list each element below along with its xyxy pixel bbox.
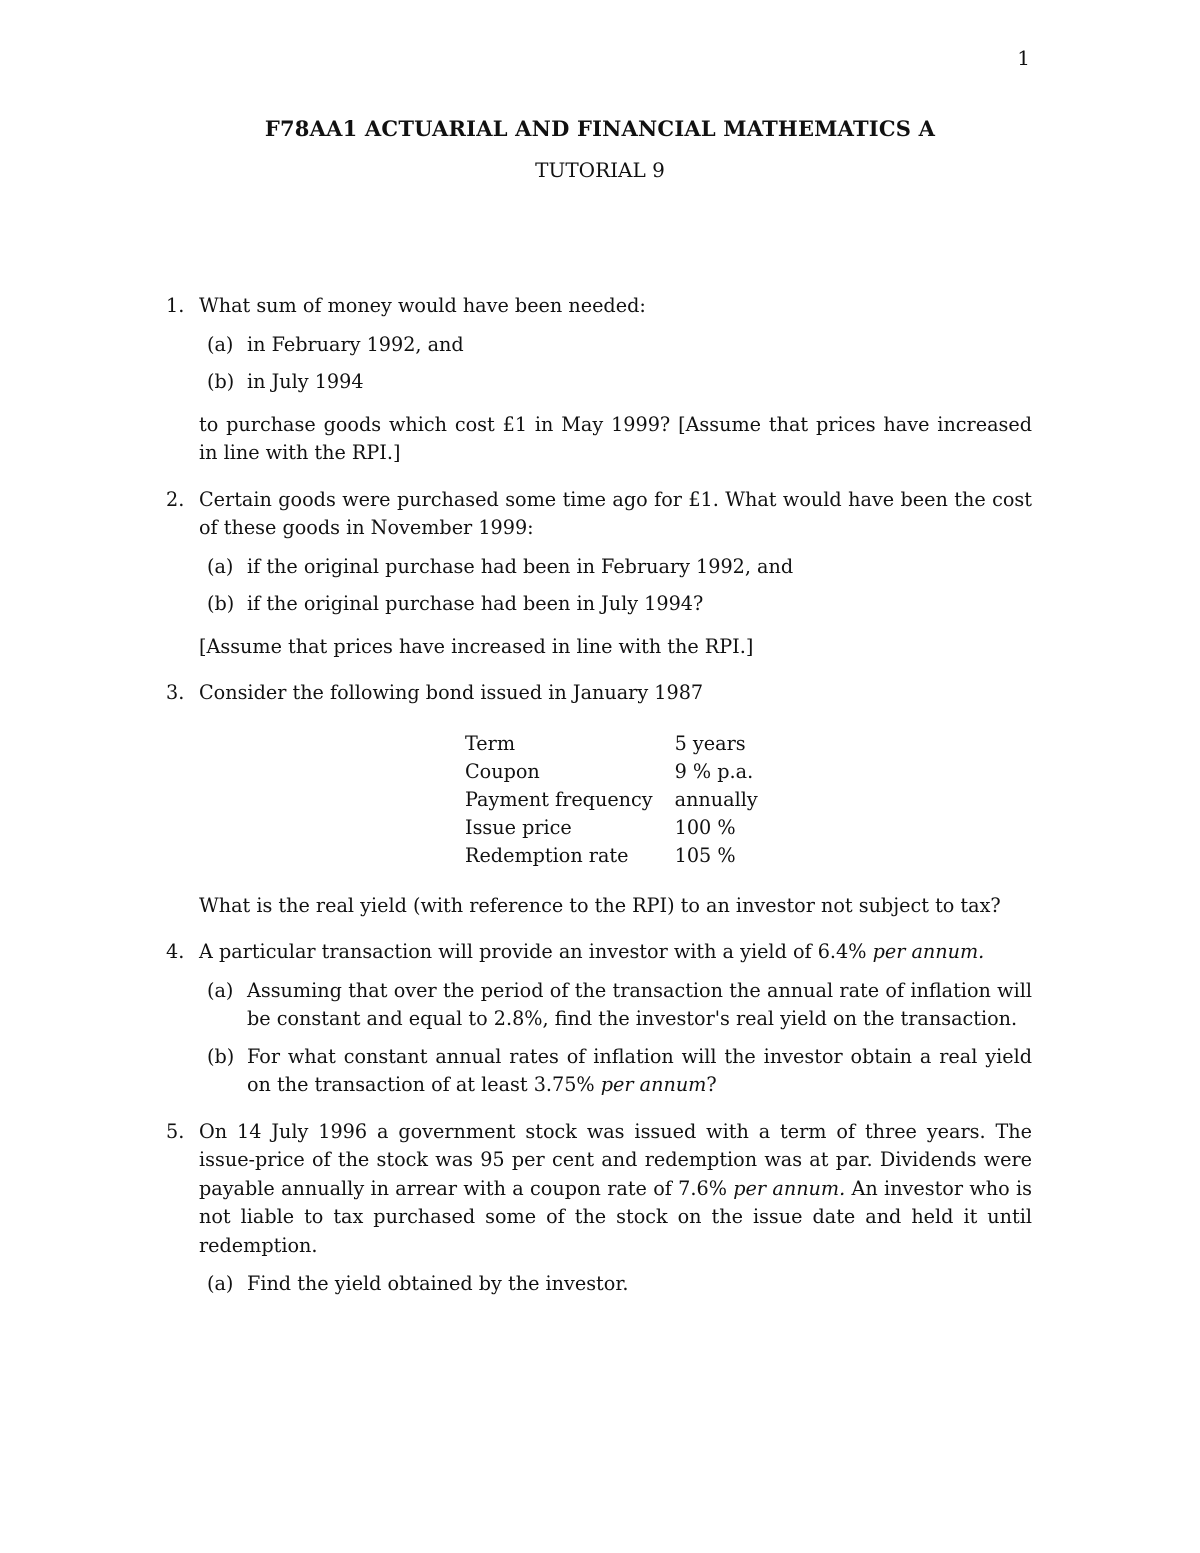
sub-question-list [199, 977, 1032, 1100]
question-stem [199, 938, 1032, 967]
sub-question-list [199, 331, 1032, 397]
sub-question-label: (b) [207, 370, 235, 393]
question-number: 4. [166, 940, 185, 963]
question-number: 3. [166, 681, 185, 704]
sub-question-b [199, 590, 1032, 619]
bond-redemption-value: 105 % [674, 843, 736, 867]
table-row [465, 814, 780, 842]
sub-question-label: (b) [207, 592, 235, 615]
bond-term-label: Term [465, 731, 516, 755]
sub-question-b [199, 1043, 1032, 1100]
sub-question-a [199, 977, 1032, 1034]
sub-question-label: (a) [207, 1272, 234, 1295]
table-row [465, 786, 780, 814]
question-tail: What is the real yield (with reference to the RPI) to an investor not subject to tax? [199, 893, 1001, 917]
table-row [465, 842, 780, 870]
sub-question-list [199, 553, 1032, 619]
bond-details-table [465, 730, 780, 870]
sub-question-emphasis: per annum [600, 1073, 707, 1096]
question-stem: Consider the following bond issued in January 1987 [199, 681, 704, 704]
bond-issue-price-label: Issue price [465, 815, 572, 839]
question-stem-emphasis: per annum. [733, 1176, 846, 1200]
question-stem-text: On 14 July 1996 a government stock was issued with a term of three years. The issue-price of the stock was 95 per cent and redemption was at par. Dividends were payable annually in arrear with a coupon rate of 7.6% [199, 1119, 1032, 1200]
question-number: 5. [166, 1119, 185, 1143]
question-stem-continuation: An investor who is not liable to tax purchased some of the stock on the issue date and held it until redemption. [199, 1176, 1032, 1257]
bond-redemption-label: Redemption rate [465, 843, 629, 867]
bond-term-value: 5 years [674, 731, 746, 755]
document-title: F78AA1 ACTUARIAL AND FINANCIAL MATHEMATICS A [264, 116, 936, 141]
question-3 [166, 679, 1032, 920]
question-list [166, 292, 1032, 1317]
sub-question-a [199, 331, 1032, 360]
sub-question-text: Assuming that over the period of the transaction the annual rate of inflation will be constant and equal to 2.8%, find the investor's real yield on the transaction. [247, 978, 1032, 1030]
question-stem [199, 1118, 1032, 1261]
question-5 [166, 1118, 1032, 1299]
table-row [465, 730, 780, 758]
sub-question-text: For what constant annual rates of inflation will the investor obtain a real yield on the transaction of at least 3.75% [247, 1044, 1032, 1096]
sub-question-text: if the original purchase had been in July 1994? [247, 592, 704, 615]
question-number: 1. [166, 294, 185, 317]
bond-frequency-value: annually [674, 787, 758, 811]
page-number: 1 [1017, 46, 1030, 70]
question-2 [166, 486, 1032, 662]
bond-coupon-label: Coupon [465, 759, 540, 783]
sub-question-label: (b) [207, 1044, 235, 1068]
bond-issue-price-value: 100 % [674, 815, 736, 839]
sub-question-text: in July 1994 [247, 370, 364, 393]
sub-question-b [199, 368, 1032, 397]
bond-frequency-label: Payment frequency [465, 787, 653, 811]
sub-question-text: if the original purchase had been in February 1992, and [247, 554, 794, 578]
question-4 [166, 938, 1032, 1100]
sub-question-a [199, 553, 1032, 582]
sub-question-a [199, 1270, 1032, 1299]
question-stem: Certain goods were purchased some time ago for £1. What would have been the cost of these goods in November 1999: [199, 487, 1032, 539]
question-tail: [Assume that prices have increased in line with the RPI.] [199, 634, 754, 658]
bond-coupon-value: 9 % p.a. [674, 759, 754, 783]
document-subtitle: TUTORIAL 9 [535, 158, 665, 182]
sub-question-label: (a) [207, 978, 234, 1002]
sub-question-label: (a) [207, 554, 234, 578]
question-stem: What sum of money would have been needed: [199, 294, 646, 317]
sub-question-end: ? [706, 1073, 717, 1096]
question-stem-emphasis: per annum. [872, 940, 985, 963]
sub-question-text: in February 1992, and [247, 332, 464, 356]
sub-question-label: (a) [207, 332, 234, 356]
sub-question-text: Find the yield obtained by the investor. [247, 1272, 629, 1295]
question-stem-text: A particular transaction will provide an investor with a yield of 6.4% [199, 940, 867, 963]
table-row [465, 758, 780, 786]
question-1 [166, 292, 1032, 468]
question-tail: to purchase goods which cost £1 in May 1999? [Assume that prices have increased in line with the RPI.] [199, 412, 1032, 464]
question-number: 2. [166, 487, 185, 511]
sub-question-list [199, 1270, 1032, 1299]
